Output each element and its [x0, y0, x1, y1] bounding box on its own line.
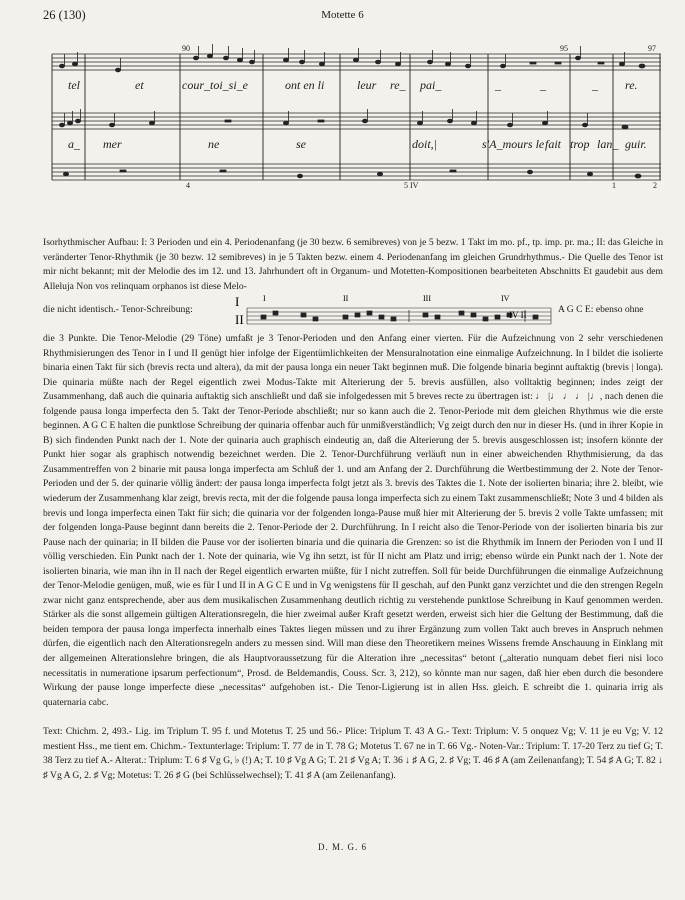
motetus-lyric: se — [296, 137, 306, 151]
motetus-lyric: doit,| — [412, 137, 437, 151]
page-number: 26 (130) — [43, 8, 86, 22]
tenor-line-left-text: die nicht identisch.- Tenor-Schreibung: — [43, 304, 193, 315]
period-label-I: I — [263, 294, 266, 303]
period-label-III: III — [423, 294, 431, 303]
motetus-notes — [59, 109, 628, 129]
measure-number-95: 95 — [560, 44, 568, 53]
paragraph-text: die 3 Punkte. Die Tenor-Melodie (29 Töne) umfaßt je 3 Tenor-Perioden und den Anfang einer vierten. Für die Aufzeichnung von 2 sehr verschiedenen Rhythmisierungen des Tenor in I und II genügt hier infolge der Eigentümlichkeiten der Mensuralnotation eine einmalige Aufzeichnung. In I bildet die isolierte binaria einen Takt für sich (brevis recta und altera), da mit der pausa longa ein neuer Takt beginnen muß. Die folgende binaria beginnt auftaktig (brevis | longa). Die quinaria müßte nach der Regel eigentlich zwei Modus-Takte mit Alterierung der 5. brevis ausfüllen, also volltaktig beginnen; indes zeigt der Zusammenhang, daß auch die quinaria auftaktig sich anschließt und daß sie infolgedessen mit 5 breves recte zu übertragen ist: ♩ |♩ ♩ ♩ |♩, nach denen die folgende pausa longa imperfecta den 5. Takt der Tenor-Periode abschließt; nur so kann auch die 2. Tenor-Periode mit dem gleichen Rhythmus wie die erste beginnen. A G C E halten die punktlose Schreibung der quinaria offenbar auch für unmißverständlich; Vg zeigt durch den nur in dieser Hs. (und in ihrer Kopie in B) sich findenden Punkt nach der 1. Note der quinaria auch graphisch eindeutig an, daß die Alterierung der 5. brevis ausgeschlossen ist; insofern könnte der Punkt hier sogar als graphisch notwendig bezeichnet werden. Die 2. Tenor-Durchführung verläuft nun in einer abweichenden Rhythmisierung, da das Zusammentreffen von 2 binarie mit pausa longa imperfecta am Schluß der 1. und am Anfang der 2. Durchführung die Wertbestimmung der 2. Note der Tenor-Perioden und der 5. der quinarie völlig ändert: der pausa longa imperfecta folgt jetzt als 3. brevis des Taktes die 1. Note der isolierten binaria; ihre 2. bleibt, wie wiederum der Zusammenhang klar zeigt, brevis recta, mit der die folgende pausa longa imperfecta sich zu einem Takt zusammenschließt; Note 3 und 4 bilden als brevis und longa imperfecta einen Takt für sich; die quinaria vor der folgenden longa-Pause muß hier mit Alterierung der 5. brevis 2 volle Takte umfassen; mit der folgenden longa-Pause beginnt dann bereits die 2. Tenor-Periode der 2. Durchführung. In I reicht also die Tenor-Periode von der isolierten binaria bis zur Pause nach der quinaria; in II bilden die Pause vor der isolierten binaria und die quinaria die Grenzen: so ist die Rhythmik im Innern der Perioden von I und II völlig verschieden. Ein Punkt nach der 1. Note der quinaria, wie Vg ihn setzt, ist für II nicht am Platz und irrig; ebenso würde ein Punkt nach der 1. Note der isolierten binaria, wie man ihn in II nach der Regel eigentlich erwarten müßte, für I nicht zutreffen. Soll für beide Durchführungen die einmalige Aufzeichnung der Tenor-Melodie genügen, muß, wie es für I und II in A G C E und in Vg wenigstens für II geschah, auf den Punkt ganz verzichtet und die den strengen Regeln zwar nicht ganz entsprechende, aber aus dem musikalischen Zusammenhang deutlich richtig zu verstehende punktlose Schreibung in Kauf genommen werden. Stärker als die sonst allgemein gültigen Alterationsregeln, die hier zweimal außer Kraft gesetzt werden, erweist sich hier die Geltung der Bestimmung, daß die beiden tempora der pausa longa imperfecta innerhalb eines Taktes liegen müssen und zu ihrer Ergänzung zum vollen Takt auch breves in Anspruch nehmen dürfen, die eigentlich nach den Alterationsregeln anders zu messen sind. Will man diese den Theoretikern meines Wissens fremde Anschauung in Einklang mit der allgemeinen Alterationslehre bringen, die als Hauptvoraussetzung für die Alteration ihre „necessitas“ betont („alteratio nunquam debet fieri nisi loco necessitatis in numeratione ipsarum perfectionum“, Prosd. de Beldemandis, Couss. Scr. 3, 212), so könnte man nur sagen, daß hier eben durch die besondere Wirkung der pause longe imperfecte diese „necessitas“ aufgehoben ist.- Die Tenor-Ligierung ist in allen Hss. gleich. E schreibt die 1. quinaria irrig als quaternaria cabc. — [43, 333, 663, 708]
tenor-roman-right: IV II — [509, 310, 527, 320]
triplum-lyric: cour_toi_si_e — [182, 78, 248, 92]
motetus-lyric: fait — [545, 137, 562, 151]
triplum-lyric: pai_ — [420, 78, 442, 92]
tenor-notation-line — [43, 290, 663, 338]
triplum-lyric: _ — [592, 78, 598, 92]
measure-number-4: 4 — [186, 181, 190, 190]
triplum-lyric: _ — [495, 78, 501, 92]
triplum-lyric: ont en li — [285, 78, 325, 92]
music-score — [0, 40, 685, 195]
tenor-roman-II: II — [235, 312, 244, 327]
commentary-paragraph-3 — [43, 725, 663, 783]
tenor-staff — [233, 290, 553, 334]
measure-number-90: 90 — [182, 44, 190, 53]
measure-number-97: 97 — [648, 44, 656, 53]
paragraph-text: Text: Chichm. 2, 493.- Lig. im Triplum T. 95 f. und Motetus T. 25 und 56.- Plice: Triplum T. 43 A G.- Text: Triplum: V. 5 onquez Vg; V. 11 je eu Vg; V. 12 mestient Hss., me tient em. Chichm.- Textunterlage: Triplum: T. 77 de in T. 78 G; Motetus T. 67 ne in T. 66 Vg.- Noten-Var.: Triplum: T. 17-20 Terz zu tief G; T. 38 Terz zu tief A.- Alterat.: Triplum: T. 6 ♯ Vg G, ♭ (!) A; T. 10 ♯ Vg A G; T. 21 ♯ Vg A; T. 36 ↓ ♯ A G, 2. ♯ Vg; T. 46 ♯ A (am Zeilenanfang); T. 54 ♯ A G; T. 82 ↓ ♯ Vg A G, 2. ♯ Vg; Motetus: T. 26 ♯ G (bei Schlüsselwechsel); T. 41 ♯ A (am Zeilenanfang). — [43, 726, 663, 781]
triplum-lyric: tel — [68, 78, 80, 92]
tenor-staff-lines — [247, 308, 551, 324]
page-title: Motette 6 — [321, 9, 364, 21]
measure-number-2: 2 — [653, 181, 657, 190]
paragraph-text: Isorhythmischer Aufbau: I: 3 Perioden und ein 4. Periodenanfang (je 30 bezw. 6 semibreves) von je 5 bezw. 1 Takt im mo. pf., tp. imp. pr. ma.; II: das Gleiche in veränderter Tenor-Rhythmik (je 30 bezw. 12 semibreves) in je 5 Takten bezw. einem 4. Periodenanfang im gleichen Grundrhythmus.- Die Quelle des Tenor ist mir nicht bekannt; mit der Melodie des im 12. und 13. Jahrhundert oft in Organum- und Motetten-Kompositionen bearbeiteten Abschnitts Et gaudebit aus dem Alleluja Non vos relinquam orphanos ist diese Melo- — [43, 237, 663, 292]
measure-number-5-iv: 5 IV — [404, 181, 419, 190]
commentary-paragraph-1 — [43, 236, 663, 294]
motetus-lyric: trop — [570, 137, 590, 151]
triplum-lyric: leur — [357, 78, 377, 92]
tenor-roman-I: I — [235, 294, 240, 309]
tenor-notes — [63, 170, 641, 178]
period-label-IV: IV — [501, 294, 510, 303]
triplum-lyric: re_ — [390, 78, 406, 92]
commentary-paragraph-2 — [43, 332, 663, 710]
triplum-lyric: _ — [540, 78, 546, 92]
measure-number-1: 1 — [612, 181, 616, 190]
motetus-lyric: ne — [208, 137, 220, 151]
motetus-lyric: lan_ — [597, 137, 619, 151]
motetus-lyric: guir. — [625, 137, 647, 151]
printer-signature: D. M. G. 6 — [317, 842, 367, 852]
motetus-lyric: a_ — [68, 137, 80, 151]
motetus-lyric: mer — [103, 137, 122, 151]
tenor-line-right-text: A G C E: ebenso ohne — [558, 304, 644, 315]
triplum-lyric: et — [135, 78, 144, 92]
triplum-lyric: re. — [625, 78, 638, 92]
motetus-lyric: s'A_mours le — [482, 137, 545, 151]
period-label-II: II — [343, 294, 349, 303]
